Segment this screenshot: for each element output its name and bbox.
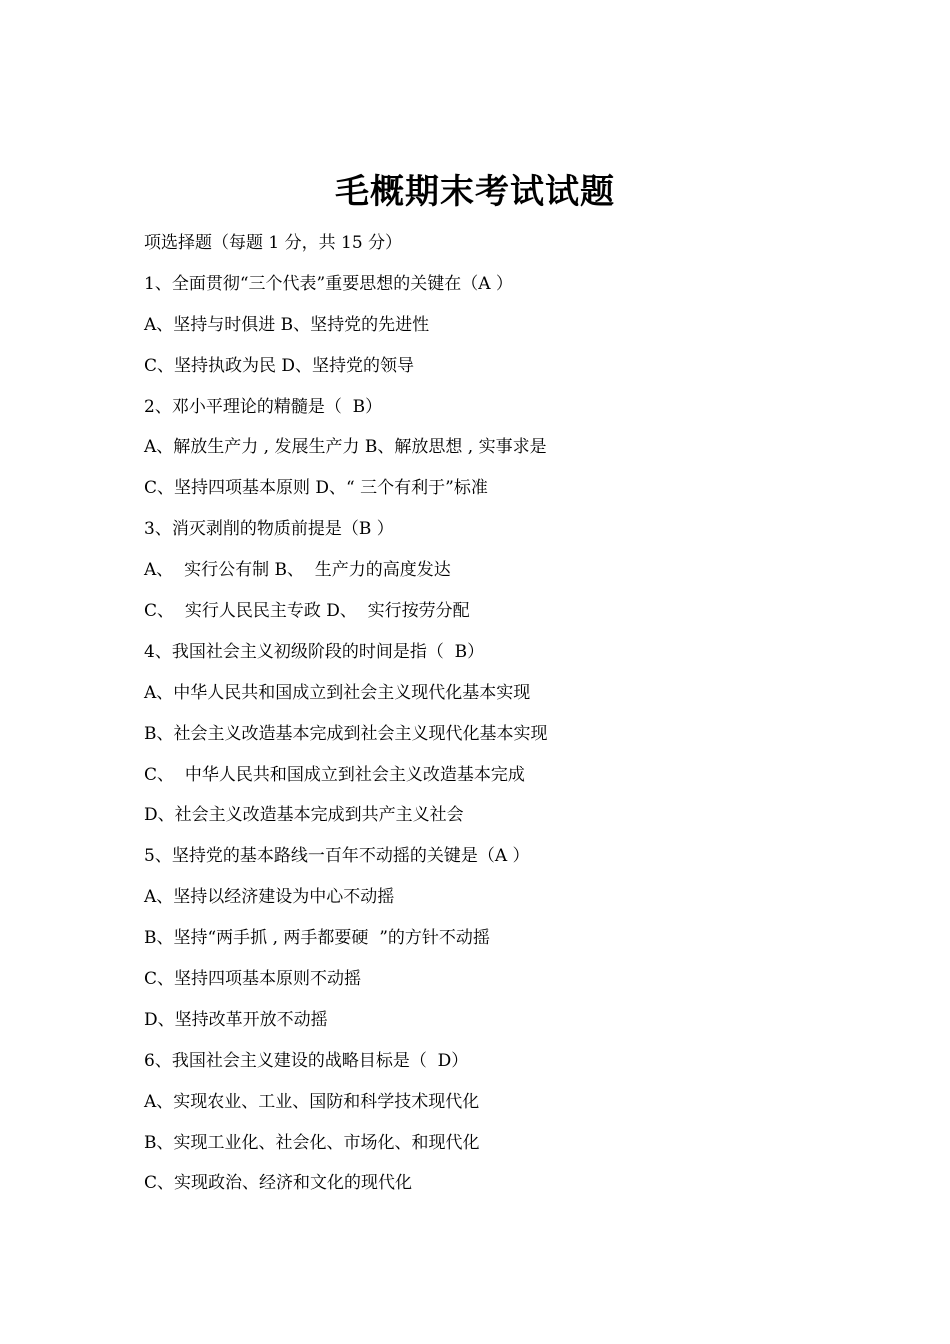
question-5-option-a: A、坚持以经济建设为中心不动摇 xyxy=(144,887,395,908)
question-4-option-d: D、社会主义改造基本完成到共产主义社会 xyxy=(144,805,464,826)
document-title: 毛概期末考试试题 xyxy=(335,172,615,212)
question-6-option-a: A、实现农业、工业、国防和科学技术现代化 xyxy=(144,1091,480,1112)
question-6-option-b: B、实现工业化、社会化、市场化、和现代化 xyxy=(144,1132,480,1153)
question-5: 5、坚持党的基本路线一百年不动摇的关键是（A ） xyxy=(144,846,530,867)
question-4-option-c: C、 中华人民共和国成立到社会主义改造基本完成 xyxy=(144,764,525,785)
question-3: 3、消灭剥削的物质前提是（B ） xyxy=(144,519,394,540)
question-4-option-a: A、中华人民共和国成立到社会主义现代化基本实现 xyxy=(144,682,531,703)
question-2-options-ab: A、解放生产力 , 发展生产力 B、解放思想 , 实事求是 xyxy=(144,437,547,458)
question-1: 1、全面贯彻“三个代表”重要思想的关键在（A ） xyxy=(144,273,513,294)
question-5-option-d: D、坚持改革开放不动摇 xyxy=(144,1009,328,1030)
question-4: 4、我国社会主义初级阶段的时间是指（ B） xyxy=(144,641,485,662)
section-heading: 项选择题（每题 1 分，共 15 分） xyxy=(144,233,403,253)
question-4-option-b: B、社会主义改造基本完成到社会主义现代化基本实现 xyxy=(144,723,548,744)
question-2-options-cd: C、坚持四项基本原则 D、“ 三个有利于”标准 xyxy=(144,478,488,499)
document-body xyxy=(144,229,844,1210)
question-6-option-c: C、实现政治、经济和文化的现代化 xyxy=(144,1173,413,1194)
question-6: 6、我国社会主义建设的战略目标是（ D） xyxy=(144,1050,469,1071)
question-3-options-ab: A、 实行公有制 B、 生产力的高度发达 xyxy=(144,560,451,581)
question-1-options-cd: C、坚持执政为民 D、坚持党的领导 xyxy=(144,355,415,376)
question-1-options-ab: A、坚持与时俱进 B、坚持党的先进性 xyxy=(144,314,430,335)
question-3-options-cd: C、 实行人民民主专政 D、 实行按劳分配 xyxy=(144,601,470,622)
question-5-option-b: B、坚持“两手抓 , 两手都要硬 ”的方针不动摇 xyxy=(144,928,490,949)
question-2: 2、邓小平理论的精髓是（ B） xyxy=(144,396,383,417)
question-5-option-c: C、坚持四项基本原则不动摇 xyxy=(144,969,362,990)
